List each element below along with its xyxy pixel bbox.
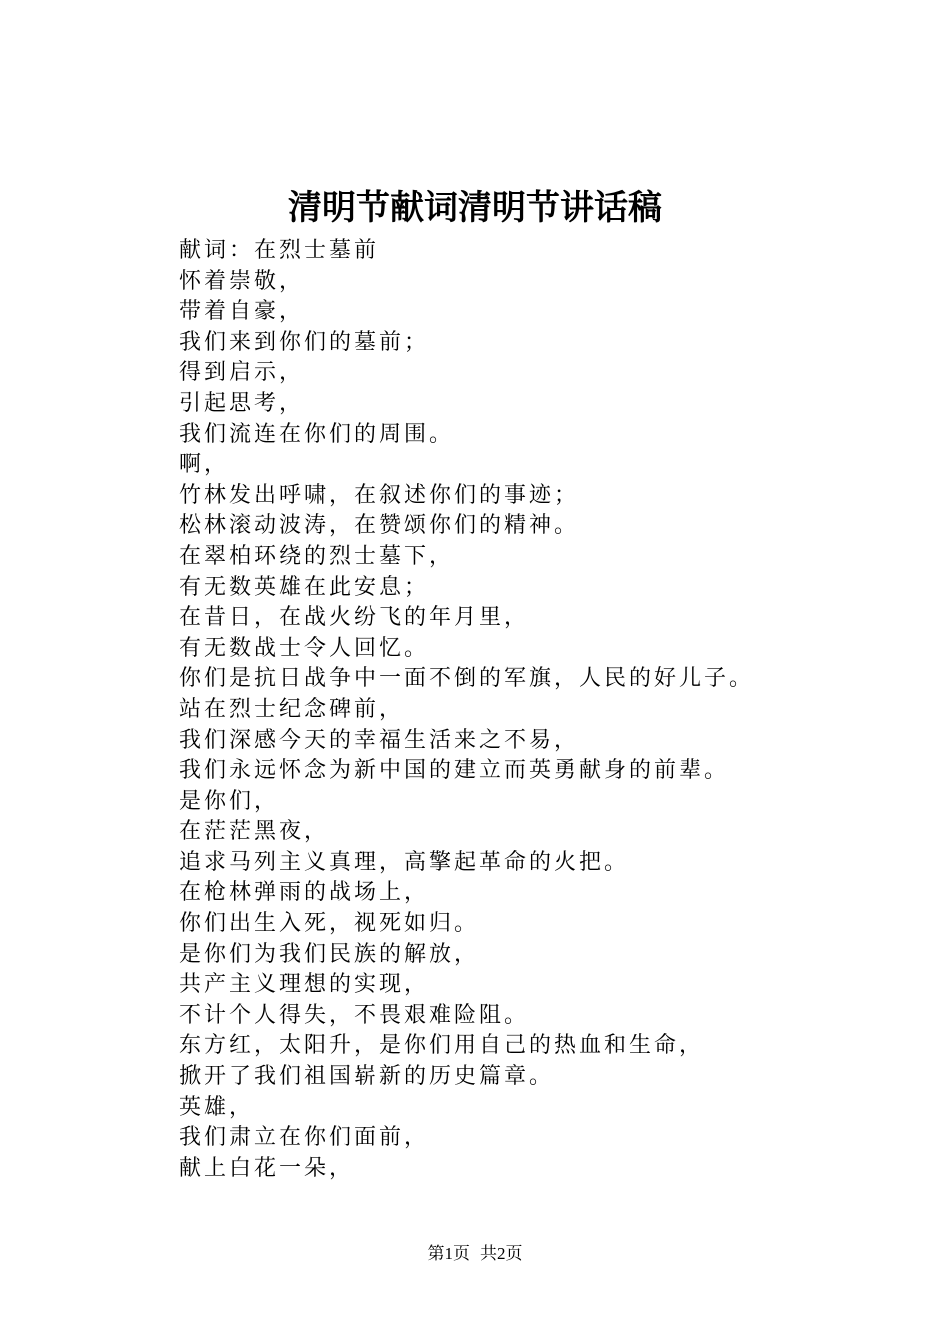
text-line: 东方红，太阳升，是你们用自己的热血和生命， [179, 1033, 705, 1059]
text-line: 有无数战士令人回忆。 [179, 635, 430, 661]
document-body [179, 236, 879, 1184]
text-line: 在枪林弹雨的战场上， [179, 880, 430, 906]
text-line: 你们出生入死，视死如归。 [179, 911, 480, 937]
text-line: 竹林发出呼啸，在叙述你们的事迹； [179, 482, 580, 508]
text-line: 引起思考， [179, 390, 305, 416]
text-line: 得到启示， [179, 360, 305, 386]
text-line: 在翠柏环绕的烈士墓下， [179, 543, 455, 569]
text-line: 我们流连在你们的周围。 [179, 421, 455, 447]
page-total: 共2页 [480, 1244, 523, 1263]
text-line: 是你们， [179, 788, 280, 814]
text-line: 我们肃立在你们面前， [179, 1125, 430, 1151]
page-footer [0, 1242, 950, 1266]
text-line: 我们来到你们的墓前； [179, 329, 430, 355]
text-line: 松林滚动波涛，在赞颂你们的精神。 [179, 513, 580, 539]
text-line: 在昔日，在战火纷飞的年月里， [179, 605, 530, 631]
text-line: 啊， [179, 452, 230, 478]
text-line: 献词：在烈士墓前 [179, 238, 380, 263]
text-line: 我们深感今天的幸福生活来之不易， [179, 727, 580, 753]
text-line: 共产主义理想的实现， [179, 972, 430, 998]
text-line: 我们永远怀念为新中国的建立而英勇献身的前辈。 [179, 758, 730, 784]
page-number: 第1页 [427, 1244, 470, 1263]
text-line: 是你们为我们民族的解放， [179, 941, 480, 967]
text-line: 你们是抗日战争中一面不倒的军旗，人民的好儿子。 [179, 666, 755, 692]
text-line: 掀开了我们祖国崭新的历史篇章。 [179, 1064, 555, 1090]
text-line: 追求马列主义真理，高擎起革命的火把。 [179, 849, 630, 875]
text-line: 献上白花一朵， [179, 1155, 355, 1181]
text-line: 有无数英雄在此安息； [179, 574, 430, 600]
text-line: 不计个人得失，不畏艰难险阻。 [179, 1002, 530, 1028]
text-line: 站在烈士纪念碑前， [179, 696, 405, 722]
text-line: 在茫茫黑夜， [179, 819, 330, 845]
document-title: 清明节献词清明节讲话稿 [288, 188, 662, 228]
text-line: 英雄， [179, 1094, 255, 1120]
text-line: 带着自豪， [179, 299, 305, 325]
text-line: 怀着崇敬， [179, 268, 305, 294]
